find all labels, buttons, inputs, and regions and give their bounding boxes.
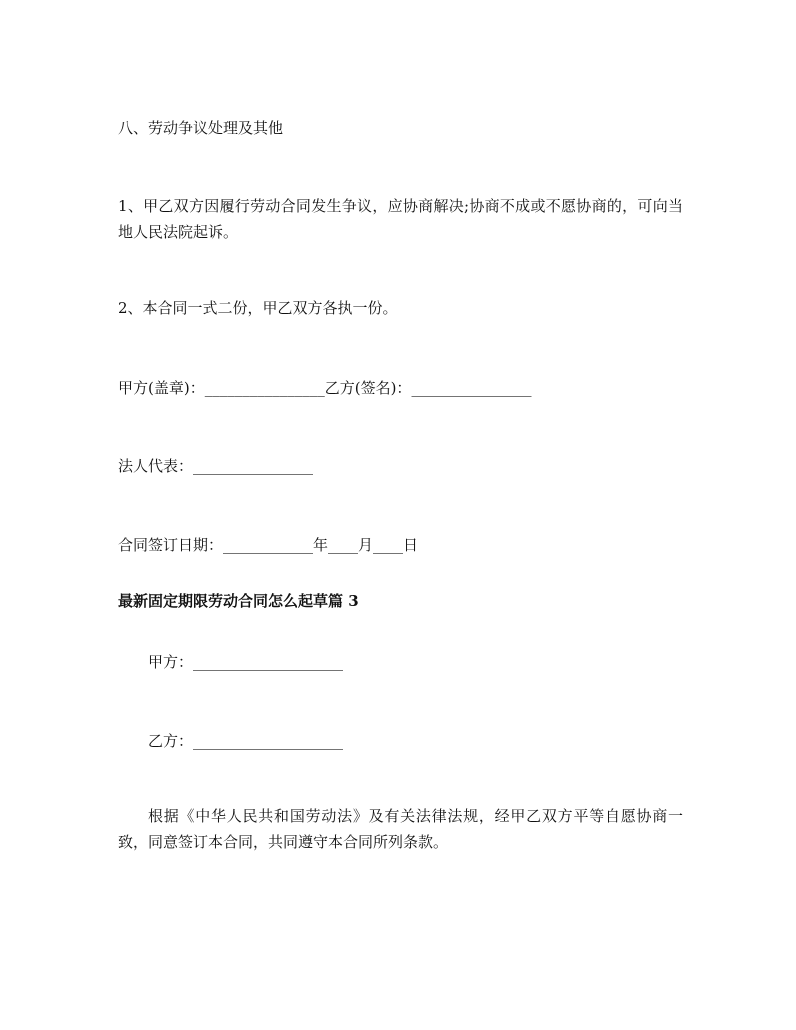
sign-date-year-unit: 年 <box>313 536 329 554</box>
clause-2-line <box>118 296 398 320</box>
article-3-intro-paragraph <box>118 803 683 855</box>
article-3-party-b-label: 乙方： <box>148 732 194 750</box>
sign-date-day-unit: 日 <box>403 536 419 554</box>
legal-rep-label: 法人代表： <box>118 457 194 475</box>
article-3-title-text: 最新固定期限劳动合同怎么起草篇 3 <box>118 592 359 610</box>
legal-rep-blank: ________________ <box>193 457 314 475</box>
party-b-sign-blank: ________________ <box>411 379 532 397</box>
article-3-party-b-blank: ____________________ <box>193 732 344 750</box>
party-a-seal-blank: ________________ <box>204 379 325 397</box>
clause-1-text: 1、甲乙双方因履行劳动合同发生争议，应协商解决;协商不成或不愿协商的，可向当地人民法院起诉。 <box>118 197 683 241</box>
article-3-party-a-label: 甲方： <box>148 653 194 671</box>
article-3-title <box>118 589 359 613</box>
sign-date-day-blank: ____ <box>373 536 404 554</box>
section-heading-dispute <box>118 116 283 140</box>
clause-2-text: 2、本合同一式二份，甲乙双方各执一份。 <box>118 299 398 317</box>
clause-1-paragraph <box>118 193 683 245</box>
sign-date-month-unit: 月 <box>358 536 374 554</box>
article-3-party-a-line <box>148 650 343 674</box>
legal-representative-line <box>118 454 313 478</box>
section-heading-text: 八、劳动争议处理及其他 <box>118 119 284 137</box>
article-3-intro-text: 根据《中华人民共和国劳动法》及有关法律法规，经甲乙双方平等自愿协商一致，同意签订本合同，共同遵守本合同所列条款。 <box>118 807 683 851</box>
party-b-sign-label: 乙方(签名)： <box>324 379 412 397</box>
sign-date-year-blank: ____________ <box>223 536 314 554</box>
party-a-seal-label: 甲方(盖章)： <box>118 379 205 397</box>
sign-date-month-blank: ____ <box>328 536 359 554</box>
sign-date-line <box>118 533 418 557</box>
signature-line <box>118 376 531 400</box>
article-3-party-a-blank: ____________________ <box>193 653 344 671</box>
sign-date-label: 合同签订日期： <box>118 536 224 554</box>
article-3-party-b-line <box>148 729 343 753</box>
